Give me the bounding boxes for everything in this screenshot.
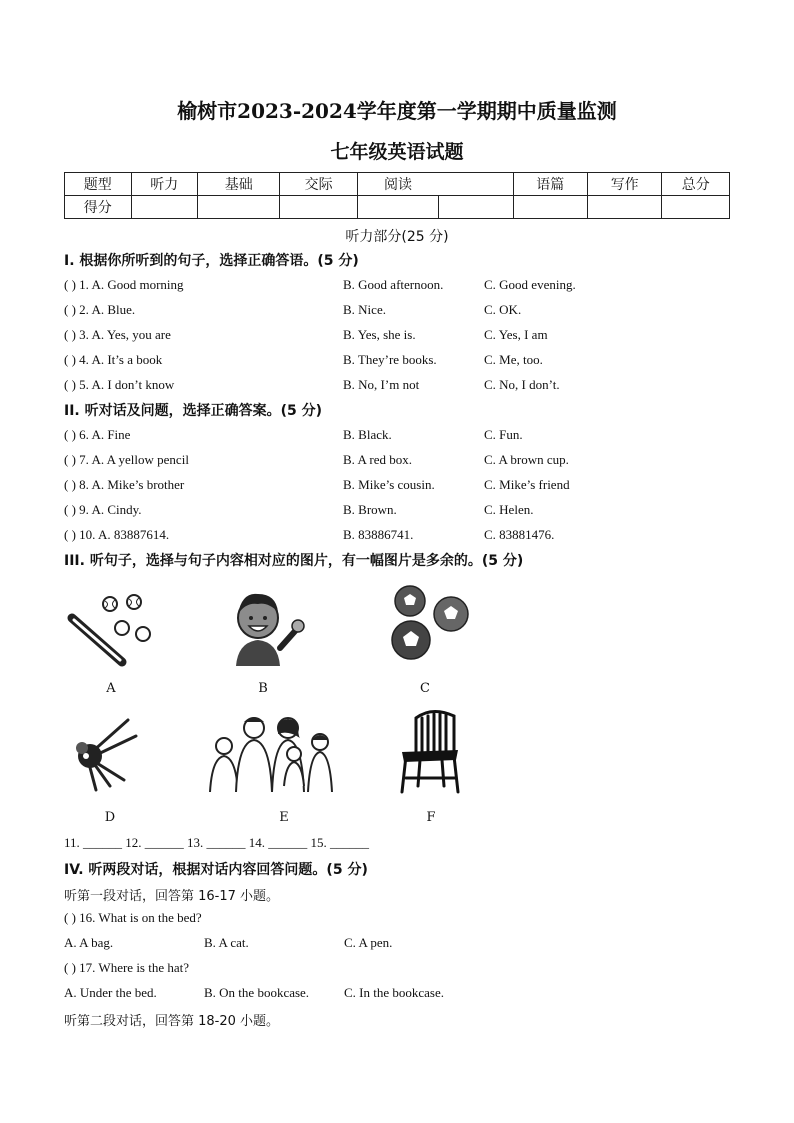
- question-8: ( ) 8. A. Mike’s brother: [64, 477, 185, 492]
- score-input-cell[interactable]: [280, 196, 357, 219]
- option-b: B. They’re books.: [343, 352, 437, 367]
- option-c: C. Mike’s friend: [484, 477, 570, 492]
- dialogue-2-note: 听第二段对话，回答第 18-20 小题。: [64, 1014, 280, 1029]
- score-cell: 阅读: [357, 173, 438, 196]
- option-c: C. Helen.: [484, 502, 534, 517]
- option-b: B. Yes, she is.: [343, 327, 416, 342]
- option-b: B. Good afternoon.: [343, 277, 444, 292]
- section-2-title: II. 听对话及问题，选择正确答案。(5 分): [64, 403, 323, 419]
- boy-icon: [222, 586, 307, 668]
- score-cell: 写作: [587, 173, 661, 196]
- section-4-title: IV. 听两段对话，根据对话内容回答问题。(5 分): [64, 862, 368, 878]
- answer-blanks-11-15[interactable]: 11. ______ 12. ______ 13. ______ 14. ______ 15. ______: [64, 835, 370, 850]
- option-c: C. Fun.: [484, 427, 523, 442]
- picture-label-a: A: [106, 681, 116, 696]
- exam-title: 榆树市2023-2024学年度第一学期期中质量监测: [177, 99, 617, 123]
- option-c: C. In the bookcase.: [344, 985, 445, 1000]
- option-b: B. Brown.: [343, 502, 397, 517]
- question-4: ( ) 4. A. It’s a book: [64, 352, 163, 367]
- score-input-cell[interactable]: [357, 196, 438, 219]
- question-7: ( ) 7. A. A yellow pencil: [64, 452, 189, 467]
- option-c: C. OK.: [484, 302, 522, 317]
- picture-label-e: E: [279, 810, 289, 825]
- option-b: B. 83886741.: [343, 527, 414, 542]
- picture-label-d: D: [104, 810, 116, 825]
- option-b: B. Nice.: [343, 302, 386, 317]
- option-c: C. No, I don’t.: [484, 377, 560, 392]
- option-b: B. Black.: [343, 427, 392, 442]
- score-cell: 听力: [131, 173, 198, 196]
- option-b: B. A cat.: [204, 935, 249, 950]
- option-a: A. Under the bed.: [64, 985, 157, 1000]
- dialogue-1-note: 听第一段对话，回答第 16-17 小题。: [64, 889, 280, 904]
- baseball-icon: [64, 588, 159, 668]
- score-cell: 题型: [65, 173, 132, 196]
- option-b: B. Mike’s cousin.: [343, 477, 435, 492]
- keys-icon: [70, 712, 142, 792]
- option-c: C. Yes, I am: [484, 327, 548, 342]
- score-input-cell[interactable]: [131, 196, 198, 219]
- score-cell: [438, 173, 513, 196]
- section-1-title: I. 根据你所听到的句子，选择正确答语。(5 分): [64, 253, 359, 269]
- chair-icon: [398, 708, 464, 794]
- exam-subtitle: 七年级英语试题: [330, 141, 464, 163]
- option-c: C. A brown cup.: [484, 452, 569, 467]
- score-cell: 总分: [662, 173, 730, 196]
- question-6: ( ) 6. A. Fine: [64, 427, 131, 442]
- score-input-cell[interactable]: [438, 196, 513, 219]
- option-c: C. A pen.: [344, 935, 393, 950]
- option-b: B. A red box.: [343, 452, 412, 467]
- family-icon: [204, 712, 344, 794]
- option-b: B. No, I’m not: [343, 377, 420, 392]
- option-c: C. Good evening.: [484, 277, 576, 292]
- picture-label-b: B: [258, 681, 268, 696]
- score-table-header-row: [65, 173, 730, 196]
- score-cell: 得分: [65, 196, 132, 219]
- question-5: ( ) 5. A. I don’t know: [64, 377, 175, 392]
- question-10: ( ) 10. A. 83887614.: [64, 527, 170, 542]
- question-2: ( ) 2. A. Blue.: [64, 302, 136, 317]
- score-input-cell[interactable]: [513, 196, 587, 219]
- section-3-title: III. 听句子，选择与句子内容相对应的图片，有一幅图片是多余的。(5 分): [64, 553, 524, 569]
- question-17: ( ) 17. Where is the hat?: [64, 960, 190, 975]
- soccer-balls-icon: [383, 584, 473, 662]
- question-1: ( ) 1. A. Good morning: [64, 277, 184, 292]
- option-b: B. On the bookcase.: [204, 985, 310, 1000]
- option-a: A. A bag.: [64, 935, 114, 950]
- score-cell: 交际: [280, 173, 357, 196]
- score-cell: 基础: [198, 173, 280, 196]
- question-9: ( ) 9. A. Cindy.: [64, 502, 142, 517]
- question-16: ( ) 16. What is on the bed?: [64, 910, 202, 925]
- option-c: C. Me, too.: [484, 352, 543, 367]
- option-c: C. 83881476.: [484, 527, 555, 542]
- score-table: [64, 172, 730, 219]
- question-3: ( ) 3. A. Yes, you are: [64, 327, 171, 342]
- score-table-score-row: [65, 196, 730, 219]
- picture-label-f: F: [426, 810, 436, 825]
- score-input-cell[interactable]: [587, 196, 661, 219]
- score-input-cell[interactable]: [198, 196, 280, 219]
- score-cell: 语篇: [513, 173, 587, 196]
- listening-part-title: 听力部分(25 分): [345, 229, 449, 245]
- picture-label-c: C: [420, 681, 430, 696]
- score-input-cell[interactable]: [662, 196, 730, 219]
